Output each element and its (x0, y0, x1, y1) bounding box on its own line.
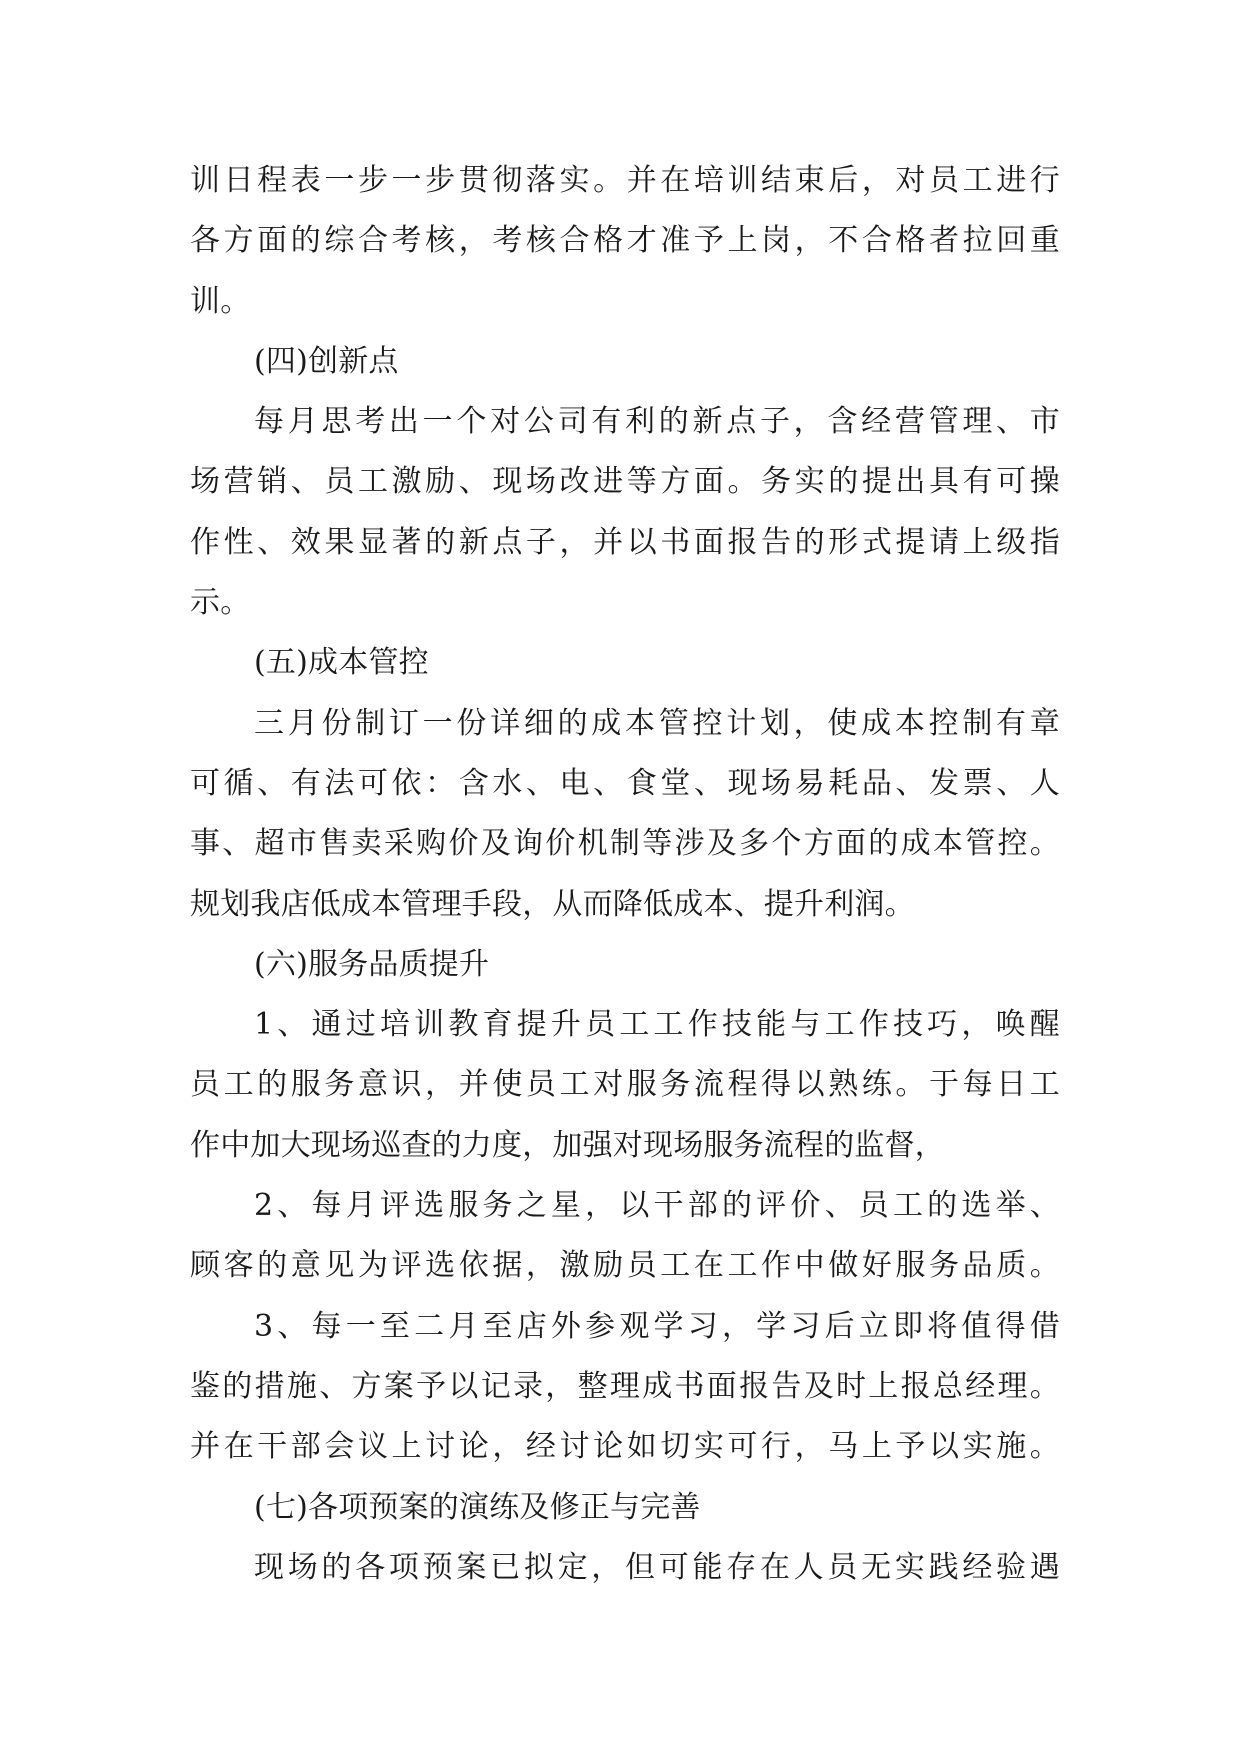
paragraph-line: 规划我店低成本管理手段，从而降低成本、提升利润。 (190, 886, 915, 922)
paragraph-line: 2、每月评选服务之星，以干部的评价、员工的选举、 (254, 1188, 1060, 1224)
paragraph-line: 训日程表一步一步贯彻落实。并在培训结束后，对员工进行 (190, 163, 1060, 198)
section-heading: (六)服务品质提升 (254, 946, 490, 982)
paragraph-line: 现场的各项预案已拟定，但可能存在人员无实践经验遇 (254, 1549, 1060, 1585)
paragraph-line: 员工的服务意识，并使员工对服务流程得以熟练。于每日工 (190, 1067, 1060, 1103)
paragraph-line: 每月思考出一个对公司有利的新点子，含经营管理、市 (254, 404, 1060, 440)
paragraph-line: 三月份制订一份详细的成本管控计划，使成本控制有章 (254, 705, 1060, 741)
paragraph-line: 可循、有法可依：含水、电、食堂、现场易耗品、发票、人 (190, 765, 1060, 801)
paragraph-line: 事、超市售卖采购价及询价机制等涉及多个方面的成本管控。 (190, 826, 1060, 862)
paragraph-line: 1、通过培训教育提升员工工作技能与工作技巧，唤醒 (254, 1007, 1060, 1043)
paragraph-line: 各方面的综合考核，考核合格才准予上岗，不合格者拉回重 (190, 223, 1060, 259)
section-heading: (七)各项预案的演练及修正与完善 (254, 1489, 701, 1525)
section-heading: (五)成本管控 (254, 645, 429, 681)
paragraph-line: 并在干部会议上讨论，经讨论如切实可行，马上予以实施。 (190, 1429, 1060, 1465)
paragraph-line: 场营销、员工激励、现场改进等方面。务实的提出具有可操 (190, 464, 1060, 500)
paragraph-line: 作中加大现场巡查的力度，加强对现场服务流程的监督， (190, 1127, 945, 1163)
paragraph-line: 顾客的意见为评选依据，激励员工在工作中做好服务品质。 (190, 1248, 1060, 1284)
document-body (190, 151, 1060, 1598)
paragraph-line: 3、每一至二月至店外参观学习，学习后立即将值得借 (254, 1308, 1060, 1344)
paragraph-line: 鉴的措施、方案予以记录，整理成书面报告及时上报总经理。 (190, 1368, 1060, 1404)
paragraph-line: 作性、效果显著的新点子，并以书面报告的形式提请上级指 (190, 524, 1060, 560)
paragraph-line: 示。 (190, 585, 251, 621)
section-heading: (四)创新点 (254, 343, 399, 379)
paragraph-line: 训。 (190, 283, 251, 319)
